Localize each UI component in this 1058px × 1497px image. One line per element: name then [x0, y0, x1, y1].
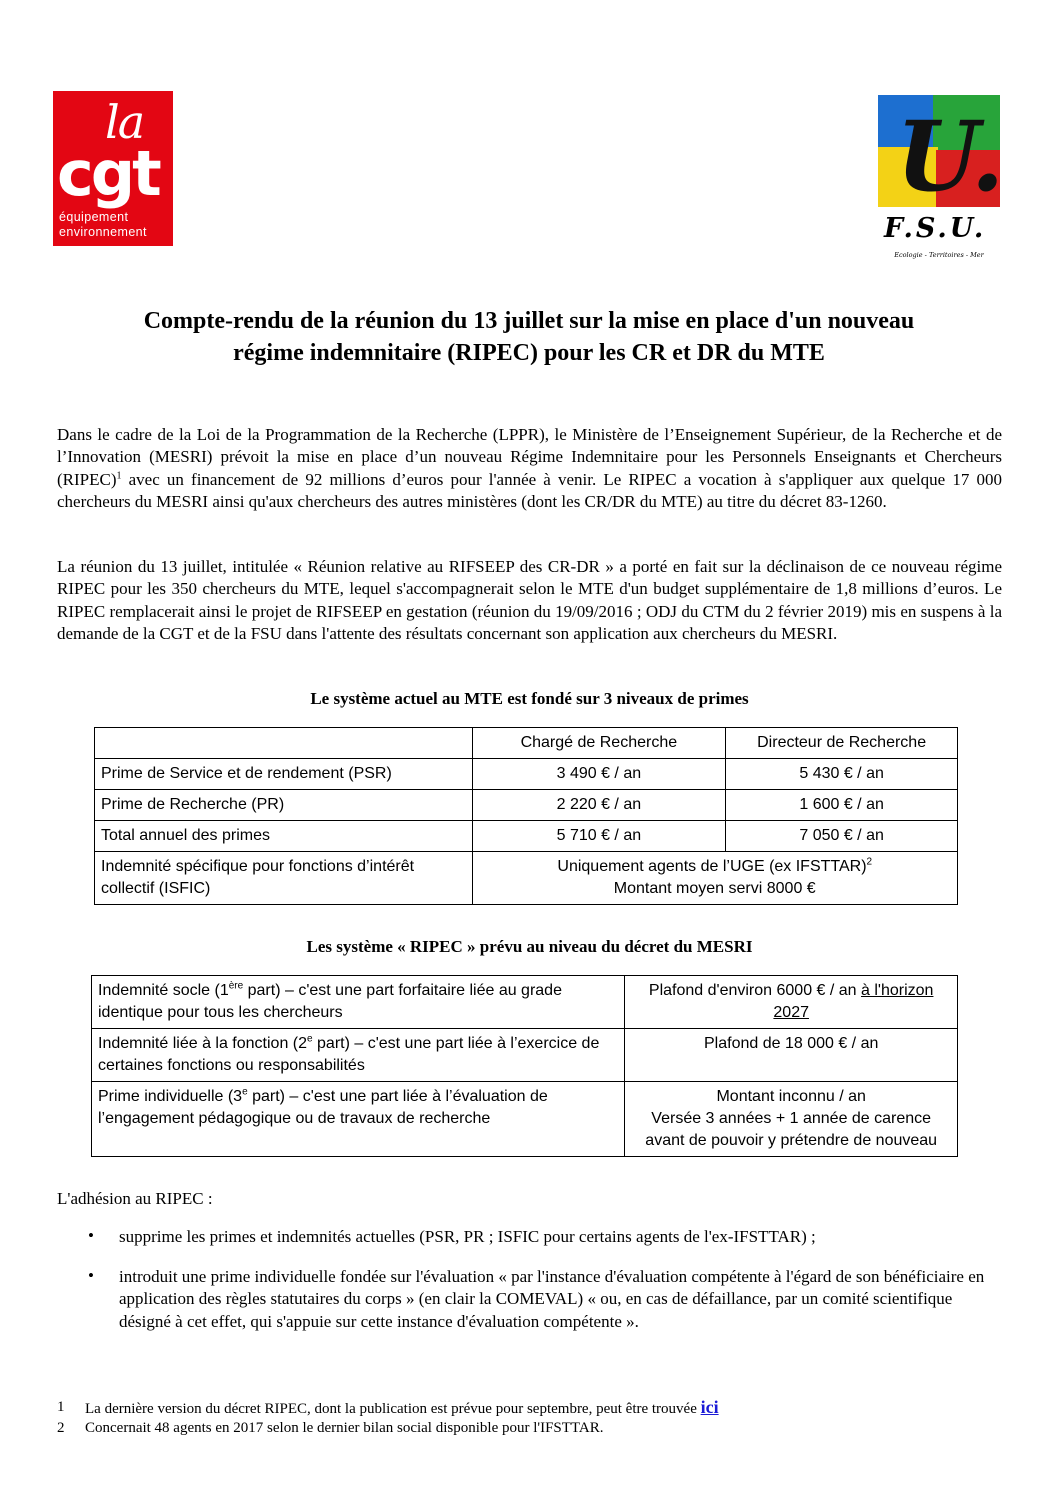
bullet-item-1: supprime les primes et indemnités actuelles (PSR, PR ; ISFIC pour certains agents de l'ex-IFSTTAR) ;: [119, 1227, 816, 1246]
cell-dr: 5 430 € / an: [726, 759, 958, 790]
cgt-logo-la: la: [105, 95, 144, 149]
bullet-icon: •: [88, 1266, 94, 1285]
table-row: [95, 852, 958, 905]
table-row: [95, 821, 958, 852]
row-label: Prime de Recherche (PR): [95, 790, 473, 821]
label-part-a: Indemnité socle (1: [98, 982, 229, 999]
cgt-logo: [53, 91, 173, 246]
row-label: [92, 1029, 625, 1082]
isfic-value-1: Uniquement agents de l’UGE (ex IFSTTAR): [557, 858, 867, 875]
value-underlined: à l'horizon 2027: [773, 982, 934, 1021]
footnote-ref-2: 2: [866, 856, 873, 868]
cell-cr: 2 220 € / an: [472, 790, 726, 821]
cell-cr: 3 490 € / an: [472, 759, 726, 790]
fsu-logo: [878, 95, 1005, 265]
isfic-value-2: Montant moyen servi 8000 €: [613, 880, 816, 897]
footnote-1: [85, 1397, 985, 1419]
row-label: Indemnité spécifique pour fonctions d’intérêt collectif (ISFIC): [95, 852, 473, 905]
intro-paragraph-text-b: avec un financement de 92 millions d’euros pour l'année à venir. Le RIPEC a vocation à s'appliquer aux quelque 17 000 chercheurs du MESRI ainsi qu'aux chercheurs des autres ministères (dont les CR/DR du MTE) au titre du décret 83-1260.: [57, 469, 1002, 511]
label-sup: e: [307, 1033, 313, 1045]
row-label: [92, 976, 625, 1029]
cgt-logo-line2: environnement: [59, 225, 147, 239]
document-title: [55, 305, 1003, 369]
intro-paragraph: [57, 424, 1002, 513]
table-row: [95, 759, 958, 790]
label-sup: ère: [228, 980, 244, 992]
cgt-logo-line1: équipement: [59, 210, 129, 224]
table2-caption: Les système « RIPEC » prévu au niveau du décret du MESRI: [306, 937, 753, 956]
table-row: [95, 790, 958, 821]
cell-dr: 1 600 € / an: [726, 790, 958, 821]
row-value: Plafond de 18 000 € / an: [625, 1029, 958, 1082]
table-row: [92, 976, 958, 1029]
bullet-item-2: introduit une prime individuelle fondée sur l'évaluation « par l'instance d'évaluation compétente à l'égard de son bénéficiaire en application des règles statutaires du corps » (en clair la COMEVAL) « ou, en cas de défaillance, par un comité scientifique désigné à cet effet, qui s'appuie sur cette instance d'évaluation compétente ».: [119, 1267, 985, 1331]
value-line-1: Montant inconnu / an: [716, 1088, 866, 1105]
footnote-1-link[interactable]: ici: [700, 1397, 719, 1417]
fsu-logo-tagline: Ecologie - Territoires - Mer: [894, 251, 984, 259]
label-sup: e: [242, 1086, 248, 1098]
value-line-2: Versée 3 années + 1 année de carence avant de pouvoir y prétendre de nouveau: [645, 1110, 938, 1149]
bullet-icon: •: [88, 1226, 94, 1245]
cell-dr: 7 050 € / an: [726, 821, 958, 852]
table-row: [95, 728, 958, 759]
header-charge-recherche: Chargé de Recherche: [472, 728, 726, 759]
footnote-number-2: 2: [57, 1420, 65, 1436]
cgt-logo-name: cgt: [57, 137, 159, 210]
cell-isfic: [472, 852, 958, 905]
fsu-logo-letter: U.: [896, 100, 1005, 213]
current-bonus-table: [94, 727, 958, 905]
document-title-line1: Compte-rendu de la réunion du 13 juillet sur la mise en place d'un nouveau: [143, 308, 915, 334]
table-row: [92, 1029, 958, 1082]
adhesion-heading: L'adhésion au RIPEC :: [57, 1189, 213, 1208]
table-cell: [95, 728, 473, 759]
row-label: [92, 1082, 625, 1157]
row-label: Prime de Service et de rendement (PSR): [95, 759, 473, 790]
label-part-a: Prime individuelle (3: [98, 1088, 243, 1105]
fsu-logo-name: F.S.U.: [884, 213, 987, 244]
footnote-number-1: 1: [57, 1399, 65, 1415]
row-value: [625, 976, 958, 1029]
row-value: [625, 1082, 958, 1157]
label-part-b: part) – c'est une part liée à l’exercice de certaines fonctions ou responsabilités: [98, 1035, 600, 1074]
label-part-b: part) – c'est une part liée à l’évaluation de l’engagement pédagogique ou de travaux de recherche: [98, 1088, 548, 1127]
meeting-paragraph: La réunion du 13 juillet, intitulée « Réunion relative au RIFSEEP des CR-DR » a porté en fait sur la déclinaison de ce nouveau régime RIPEC pour les 350 chercheurs du MTE, lequel s'accompagnerait selon le MTE d'un budget supplémentaire de 1,8 millions d’euros. Le RIPEC remplacerait ainsi le projet de RIFSEEP en gestation (réunion du 19/09/2016 ; ODJ du CTM du 2 février 2019) mis en suspens à la demande de la CGT et de la FSU dans l'attente des résultats concernant son application aux chercheurs du MESRI.: [57, 557, 1002, 643]
footnote-2: Concernait 48 agents en 2017 selon le dernier bilan social disponible pour l'IFSTTAR.: [85, 1420, 604, 1436]
row-label: Total annuel des primes: [95, 821, 473, 852]
table1-caption: Le système actuel au MTE est fondé sur 3 niveaux de primes: [310, 689, 749, 708]
label-part-a: Indemnité liée à la fonction (2: [98, 1035, 308, 1052]
footnote-1-text: La dernière version du décret RIPEC, dont la publication est prévue pour septembre, peut être trouvée: [85, 1401, 701, 1417]
label-part-b: part) – c'est une part forfaitaire liée au grade identique pour tous les chercheurs: [98, 982, 562, 1021]
ripec-table: [91, 975, 958, 1157]
header-directeur-recherche: Directeur de Recherche: [726, 728, 958, 759]
cell-cr: 5 710 € / an: [472, 821, 726, 852]
table-row: [92, 1082, 958, 1157]
intro-paragraph-text-a: Dans le cadre de la Loi de la Programmation de la Recherche (LPPR), le Ministère de l’Enseignement Supérieur, de la Recherche et de l’Innovation (MESRI) prévoit la mise en place d’un nouveau Régime Indemnitaire pour les Personnels Enseignants et Chercheurs (RIPEC): [57, 425, 1002, 489]
footnote-ref-1: 1: [116, 469, 122, 481]
document-title-line2: régime indemnitaire (RIPEC) pour les CR et DR du MTE: [233, 340, 825, 366]
value-part-a: Plafond d'environ 6000 € / an: [648, 982, 862, 999]
